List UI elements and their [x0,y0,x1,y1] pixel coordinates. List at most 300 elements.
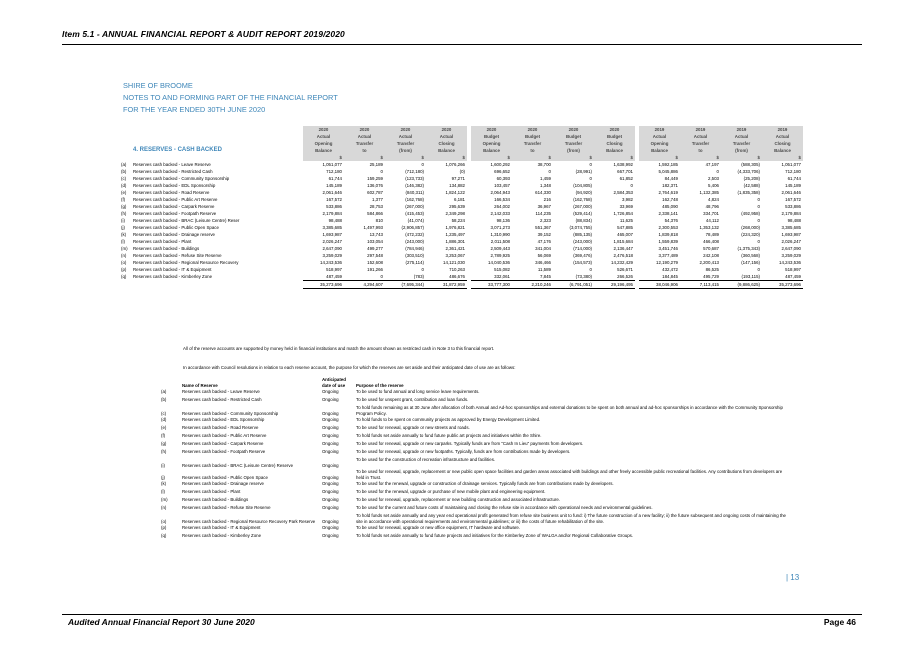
value-cell: 2,509,443 [490,246,510,251]
purpose-date: Ongoing [322,525,339,530]
row-letter: (h) [121,211,127,216]
value-cell: 152,608 [367,260,383,265]
value-cell: 3,071,273 [490,225,510,230]
purpose-row [161,513,786,525]
column-header-cell: Transfer [721,140,762,147]
column-header-cell: $ [471,154,512,161]
value-cell: 526,671 [617,267,633,272]
purpose-date: Ongoing [322,519,339,524]
value-cell: (588,305) [741,162,760,167]
value-cell: (784,946) [405,246,424,251]
purpose-reserve-name: Reserves cash backed - Kimberley Zone [182,533,262,538]
purpose-row [161,505,786,513]
value-cell: 5,045,886 [658,169,678,174]
value-cell: 162,748 [662,197,678,202]
column-header-cell: Actual [303,133,344,140]
value-cell: (243,000) [573,239,592,244]
total-cell: 35,273,696 [303,281,344,289]
purpose-date: Ongoing [322,533,339,538]
value-cell: (492,958) [741,211,760,216]
column-header-cell: Closing [762,140,803,147]
value-cell: 86,525 [705,267,719,272]
purpose-text: To be used for renewal, upgrade, replacement or new building construction and associated infrastructure. [356,497,561,502]
value-cell: 2,764,619 [658,190,678,195]
table-row [121,182,803,189]
value-cell: 3,377,489 [658,253,678,258]
value-cell: 98,488 [787,218,801,223]
purpose-date: Ongoing [322,389,339,394]
value-cell: 182,371 [662,183,678,188]
purpose-date: Ongoing [322,481,339,486]
table-header-row [121,126,803,133]
value-cell: (275,114) [405,260,424,265]
value-cell: 2,338,141 [658,211,678,216]
column-header-cell: $ [512,154,553,161]
column-header-cell: 2019 [639,126,680,133]
value-cell: 3,385,685 [781,225,801,230]
row-letter: (j) [121,225,125,230]
table-header-row [121,147,803,154]
value-cell: (369,476) [573,253,592,258]
table-row [121,231,803,238]
reserve-name: Reserves cash backed - Carpark Reserve [133,204,215,209]
row-letter: (a) [121,162,127,167]
column-header-cell: 2020 [594,126,635,133]
value-cell: 14,040,536 [488,260,510,265]
purpose-letter: (l) [161,489,165,494]
table-row [121,196,803,203]
value-cell: (783) [413,274,424,279]
column-header-cell: 2020 [426,126,467,133]
value-cell: (1,375,343) [737,246,760,251]
value-cell: 1,886,301 [445,239,465,244]
subtitle-line: NOTES TO AND FORMING PART OF THE FINANCIAL REPORT [123,93,338,102]
column-header-cell: Actual [344,133,385,140]
purpose-header-date: Anticipated date of use [322,377,346,388]
column-header-cell: $ [680,154,721,161]
purpose-header-purpose: Purpose of the reserve [356,383,404,388]
value-cell: 167,572 [785,197,801,202]
purpose-reserve-name: Reserves cash backed - IT & Equipment [182,525,261,530]
value-cell: 2,476,518 [613,253,633,258]
column-header-cell: Balance [426,147,467,154]
value-cell: (4,333,706) [737,169,760,174]
purpose-reserve-name: Reserves cash backed - Restricted Cash [182,397,262,402]
value-cell: 1,976,821 [445,225,465,230]
value-cell: 0 [757,267,760,272]
value-cell: 1,459 [540,176,551,181]
value-cell: 465,007 [617,232,633,237]
column-header-cell: to [680,147,721,154]
value-cell: 266,526 [617,274,633,279]
value-cell: 2,323 [540,218,551,223]
value-cell: 134,882 [449,183,465,188]
purpose-text: To hold funds to be spent on community projects as approved by Energy Development Limited. [356,417,541,422]
purpose-date: Ongoing [322,449,339,454]
column-header-cell: $ [762,154,803,161]
value-cell: (25,208) [743,176,760,181]
value-cell: (2,906,857) [401,225,424,230]
value-cell: 332,061 [494,274,510,279]
reserve-name: Reserves cash backed - IT & Equipment [133,267,212,272]
purpose-date: Ongoing [322,489,339,494]
reserve-name: Reserves cash backed - Leave Reserve [133,162,211,167]
value-cell: 1,235,497 [445,232,465,237]
table-row [121,245,803,252]
column-header-cell: $ [721,154,762,161]
table-row [121,266,803,273]
table-row [121,203,803,210]
purpose-letter: (c) [161,411,167,416]
column-header-cell: 2019 [762,126,803,133]
reserve-name: Reserves cash backed - Restricted Cash [133,169,213,174]
value-cell: 3,451,746 [658,246,678,251]
value-cell: 14,121,030 [443,260,465,265]
value-cell: 216 [543,197,551,202]
value-cell: 346,466 [535,260,551,265]
total-cell: 4,294,607 [344,281,385,289]
value-cell: 1,353,132 [699,225,719,230]
value-cell: 1,132,385 [699,190,719,195]
purpose-reserve-name: Reserves cash backed - Public Open Space [182,475,268,480]
value-cell: 667,701 [617,169,633,174]
value-cell: (193,115) [741,274,760,279]
table-row [121,238,803,245]
value-cell: 6,181 [454,197,465,202]
value-cell: 0 [548,169,551,174]
value-cell: 28,753 [369,204,383,209]
value-cell: (840,311) [405,190,424,195]
row-letter: (n) [121,253,127,258]
column-header-cell: $ [594,154,635,161]
value-cell: 2,503 [708,176,719,181]
value-cell: (73,380) [575,274,592,279]
purpose-letter: (d) [161,417,167,422]
reserve-name: Reserves cash backed - Drainage reserve [133,232,215,237]
value-cell: 485,090 [662,204,678,209]
purpose-reserve-name: Reserves cash backed - Refuse Site Reserve [182,505,271,510]
value-cell: (162,768) [573,197,592,202]
value-cell: 0 [630,183,633,188]
value-cell: 1,051,077 [781,162,801,167]
value-cell: (224,320) [741,232,760,237]
value-cell: (267,000) [405,204,424,209]
value-cell: 3,259,029 [781,253,801,258]
value-cell: 159,259 [367,176,383,181]
purpose-reserve-name: Reserves cash backed - Carpark Reserve [182,441,264,446]
value-cell: (885,135) [573,232,592,237]
value-cell: 2,361,421 [445,246,465,251]
value-cell: 0 [421,267,424,272]
column-header-cell: Actual [680,133,721,140]
value-cell: 78,489 [705,232,719,237]
value-cell: 602,787 [367,190,383,195]
purpose-letter: (i) [161,463,165,468]
column-header-cell: Balance [639,147,680,154]
reserve-name: Reserves cash backed - Public Open Space [133,225,219,230]
purpose-text: To be used for unspent grant, contribution and loan funds. [356,397,469,402]
value-cell: 1,638,992 [613,162,633,167]
purpose-text: To hold funds remaining as at 30 June after allocation of both Annual and Ad-hoc sponsorships and external donations to be spent on both annual and ad-hoc sponsorships in accordance with the Community Sponsorship Program Policy. [356,405,783,416]
column-header-cell: 2020 [512,126,553,133]
purpose-text: To be used to fund annual and long service leave requirements. [356,389,480,394]
column-header-cell: 2020 [385,126,426,133]
value-cell: 0 [757,197,760,202]
column-header-cell: $ [344,154,385,161]
total-cell: (7,695,344) [385,281,426,289]
column-header-cell: 2020 [344,126,385,133]
value-cell: 2,584,353 [613,190,633,195]
purpose-date: Ongoing [322,397,339,402]
purpose-letter: (b) [161,397,167,402]
purpose-reserve-name: Reserves cash backed - Public Art Reserve [182,433,267,438]
value-cell: 1,839,818 [658,232,678,237]
purpose-date: Ongoing [322,441,339,446]
value-cell: 56,069 [537,253,551,258]
purpose-text: To be used for the construction of recreation infrastructure and facilities. [356,457,496,462]
value-cell: 2,061,646 [781,190,801,195]
value-cell: 0 [380,274,383,279]
row-letter: (i) [121,218,125,223]
column-header-cell: Balance [762,147,803,154]
total-cell: 33,777,300 [471,281,512,289]
value-cell: (88,834) [575,218,592,223]
table-row [121,168,803,175]
value-cell: 2,647,090 [781,246,801,251]
value-cell: 7,845 [540,274,551,279]
reserve-name: Reserves cash backed - Kimberley Zone [133,274,213,280]
column-header-cell: Actual [721,133,762,140]
value-cell: 54,376 [664,218,678,223]
column-header-cell: Transfer [512,140,553,147]
value-cell: 264,002 [494,204,510,209]
value-cell: 58,224 [451,218,465,223]
value-cell: (267,000) [573,204,592,209]
value-cell: 2,142,033 [490,211,510,216]
total-cell: 38,046,906 [639,281,680,289]
column-header-cell: Opening [303,140,344,147]
value-cell: 39,152 [537,232,551,237]
purpose-letter: (k) [161,481,167,486]
purpose-reserve-name: Reserves cash backed - Buildings [182,497,249,502]
value-cell: 1,824,122 [445,190,465,195]
total-cell: 7,113,415 [680,281,721,289]
purpose-text: To be used for renewal, upgrade or new footpaths. Typically, funds are from contributions made by developers. [356,449,571,454]
value-cell: 2,011,508 [490,239,510,244]
column-header-cell: 2020 [471,126,512,133]
value-cell: 11,589 [537,267,551,272]
value-cell: 14,243,536 [320,260,342,265]
value-cell: 486,676 [449,274,465,279]
value-cell: 1,592,185 [658,162,678,167]
value-cell: 13,743 [369,232,383,237]
column-header-cell: (from) [385,147,426,154]
table-row [121,252,803,259]
value-cell: 0 [589,162,592,167]
value-cell: 184,845 [662,274,678,279]
purpose-letter: (h) [161,449,167,454]
value-cell: 136,076 [367,183,383,188]
row-letter: (g) [121,204,127,209]
table-row [121,210,803,217]
value-cell: (147,156) [741,260,760,265]
row-letter: (k) [121,232,127,237]
totals-row [121,281,803,289]
value-cell: 3,982 [622,197,633,202]
column-header-cell: 2020 [303,126,344,133]
purpose-date: Ongoing [322,505,339,510]
value-cell: (415,453) [405,211,424,216]
reserves-table [121,126,803,289]
purpose-row [161,441,786,449]
value-cell: (472,232) [405,232,424,237]
column-header-cell: Budget [553,133,594,140]
column-header-cell: Balance [594,147,635,154]
column-header-cell: Budget [594,133,635,140]
footer-rule [62,614,862,615]
purpose-row [161,449,786,457]
purpose-row [161,417,786,425]
value-cell: 11,625 [619,218,633,223]
value-cell: 0 [421,162,424,167]
row-letter: (m) [121,246,128,251]
purpose-text: To be used for the renewal, upgrade or construction of drainage services. Typically funds are from contributions made by developers. [356,481,614,486]
value-cell: 47,176 [537,239,551,244]
note-paragraph-2: In accordance with Council resolutions in relation to each reserve account, the purpose for which the reserves are set aside and their anticipated date of use are as follows: [183,365,516,370]
value-cell: 518,997 [326,267,342,272]
document-header: Item 5.1 - ANNUAL FINANCIAL REPORT & AUDIT REPORT 2019/2020 [62,29,345,39]
value-cell: 533,886 [326,204,342,209]
reserve-name: Reserves cash backed - BRAC (Leisure Centre) Reser [133,218,240,223]
row-letter: (f) [121,197,126,202]
column-header-cell: $ [426,154,467,161]
value-cell: 191,266 [367,267,383,272]
value-cell: 2,061,646 [322,190,342,195]
reserve-name: Reserves cash backed - Regional Resource Recovery [133,260,239,265]
value-cell: 242,108 [703,253,719,258]
table-row [121,273,803,281]
value-cell: 487,459 [785,274,801,279]
purpose-reserve-name: Reserves cash backed - Drainage reserve [182,481,264,486]
value-cell: 25,189 [369,162,383,167]
value-cell: 98,488 [328,218,342,223]
value-cell: 334,701 [703,211,719,216]
column-header-cell: $ [639,154,680,161]
total-cell: 2,210,246 [512,281,553,289]
value-cell: 1,815,684 [613,239,633,244]
value-cell: 14,232,429 [611,260,633,265]
value-cell: 0 [757,239,760,244]
value-cell: 710,263 [449,267,465,272]
column-header-cell: Transfer [344,140,385,147]
purpose-date: Ongoing [322,497,339,502]
value-cell: (529,414) [573,211,592,216]
reserve-name: Reserves cash backed - Road Reserve [133,190,210,195]
column-header-cell: Transfer [385,140,426,147]
total-cell: 29,196,495 [594,281,635,289]
column-header-cell: Closing [594,140,635,147]
value-cell: 5,406 [708,183,719,188]
purpose-row [161,433,786,441]
purpose-reserve-name: Reserves cash backed - Footpath Reserve [182,449,266,454]
value-cell: 4,824 [708,197,719,202]
total-cell: 35,273,696 [762,281,803,289]
column-header-cell: Actual [385,133,426,140]
purpose-row [161,489,786,497]
purpose-letter: (q) [161,533,167,538]
purpose-letter: (p) [161,525,167,530]
purpose-reserve-name: Reserves cash backed - Regional Resource Recovery Park Reserve [182,519,316,524]
value-cell: 0 [757,218,760,223]
value-cell: 1,377 [372,197,383,202]
value-cell: 33,969 [619,204,633,209]
value-cell: 466,408 [703,239,719,244]
purpose-letter: (o) [161,519,167,524]
note-paragraph-1: All of the reserve accounts are supported by money held in financial institutions and match the amount shown as restricted cash in Note 3 to this financial report. [183,346,495,351]
purpose-text: To hold funds set aside annually to fund future projects and initiatives for the Kimberley Zone of WALGA and/or Regional Collaborative Groups. [356,533,634,538]
purpose-date: Ongoing [322,417,339,422]
page-marker: | 13 [786,573,800,582]
value-cell: 2,789,925 [490,253,510,258]
value-cell: 44,112 [705,218,719,223]
value-cell: 2,064,943 [490,190,510,195]
column-header-cell: (from) [553,147,594,154]
purpose-row [161,481,786,489]
value-cell: 84,449 [664,176,678,181]
value-cell: 61,852 [619,176,633,181]
table-row [121,224,803,231]
value-cell: (360,568) [741,253,760,258]
value-cell: (162,768) [405,197,424,202]
value-cell: (1,835,358) [737,190,760,195]
header-rule [62,44,862,45]
value-cell: 1,348 [540,183,551,188]
value-cell: 103,457 [494,183,510,188]
value-cell: 614,330 [535,190,551,195]
purpose-header-name: Name of Reserve [182,383,218,388]
subtitle-line: FOR THE YEAR ENDED 30TH JUNE 2020 [123,105,266,114]
reserve-name: Reserves cash backed - Footpath Reserve [133,211,217,216]
value-cell: (94,920) [575,190,592,195]
value-cell: (0) [459,169,465,174]
purpose-row [161,533,786,541]
reserve-name: Reserves cash backed - Public Art Reserve [133,197,218,202]
value-cell: 145,189 [326,183,342,188]
value-cell: 36,967 [537,204,551,209]
purpose-letter: (f) [161,433,166,438]
value-cell: 570,687 [703,246,719,251]
column-header-cell: Opening [639,140,680,147]
row-letter: (l) [121,239,125,244]
value-cell: (712,180) [405,169,424,174]
value-cell: 2,300,553 [658,225,678,230]
value-cell: 47,197 [705,162,719,167]
table-header-row [121,140,803,147]
value-cell: 2,647,090 [322,246,342,251]
purpose-letter: (n) [161,505,167,510]
value-cell: 295,639 [449,204,465,209]
column-header-cell: to [512,147,553,154]
value-cell: (146,382) [405,183,424,188]
purpose-text: To be used for the renewal, upgrade or purchase of new mobile plant and engineering equipment. [356,489,546,494]
value-cell: (28,991) [575,169,592,174]
value-cell: 60,393 [496,176,510,181]
value-cell: 103,054 [367,239,383,244]
value-cell: 0 [380,169,383,174]
table-row [121,259,803,266]
value-cell: 551,367 [535,225,551,230]
purpose-text: To be used for renewal, upgrade or new carparks. Typically funds are from "Cash In Lieu" payments from developers. [356,441,584,446]
